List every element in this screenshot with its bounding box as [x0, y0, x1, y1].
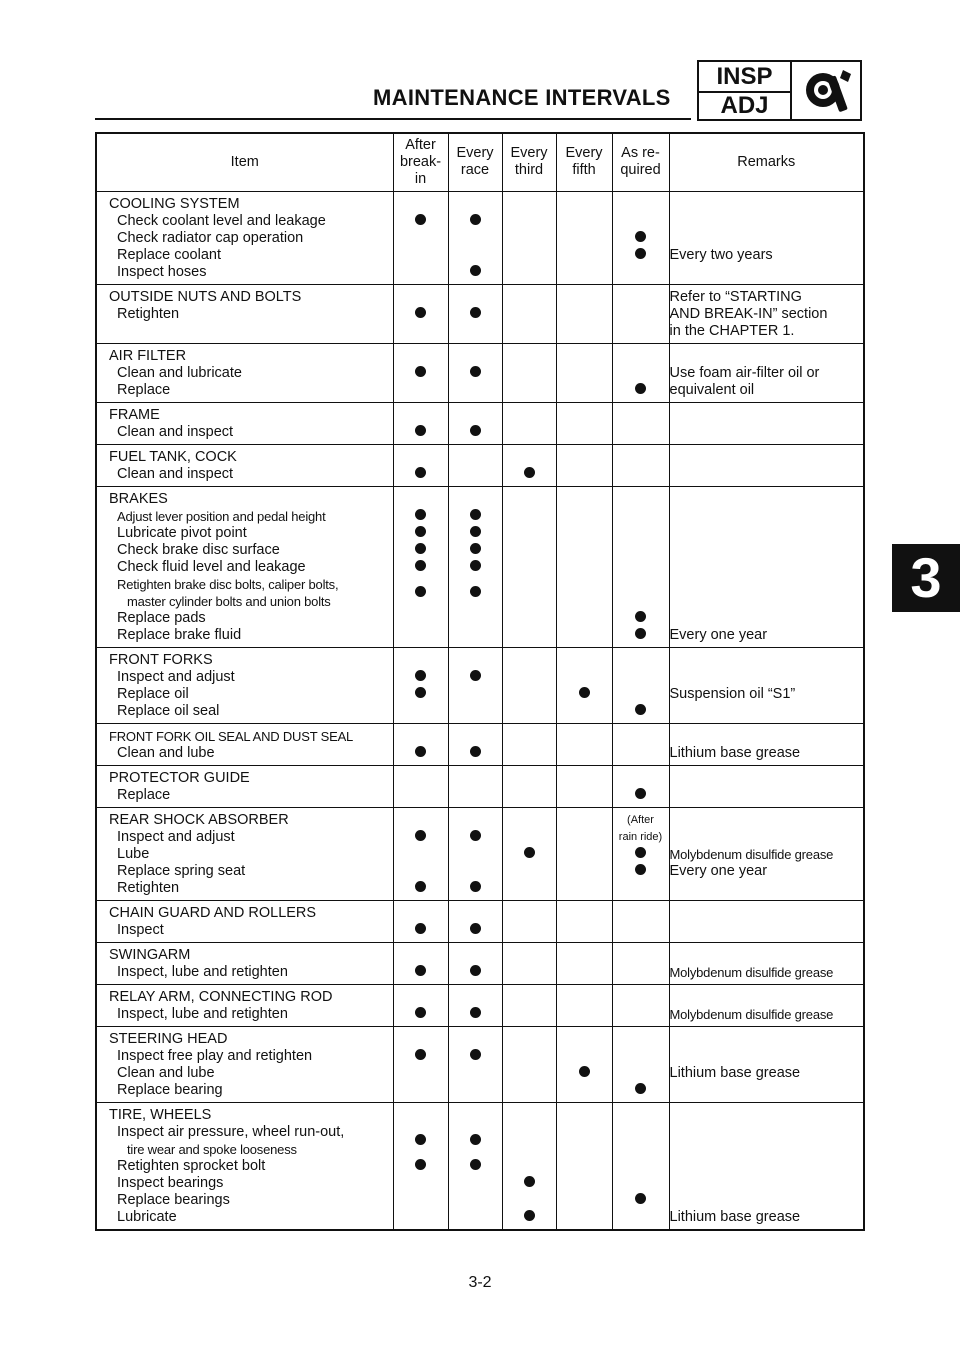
- interval-cell-asreq: [612, 1026, 669, 1102]
- item-cell: [96, 486, 393, 647]
- interval-cell-after: [393, 723, 448, 765]
- item-label: Check coolant level and leakage: [117, 212, 326, 229]
- header-every-race: Every race: [448, 133, 502, 191]
- interval-cell-race: [448, 444, 502, 486]
- header-every-fifth: Every fifth: [556, 133, 612, 191]
- remark-text: Molybdenum disulfide grease: [669, 846, 834, 862]
- page-title: MAINTENANCE INTERVALS: [373, 85, 671, 110]
- interval-mark: [524, 1176, 535, 1187]
- table-section: [96, 984, 864, 1026]
- item-label: Retighten: [117, 305, 180, 322]
- interval-cell-fifth: [556, 807, 612, 900]
- interval-mark: [579, 1066, 590, 1077]
- interval-mark: [415, 670, 426, 681]
- table-section: [96, 765, 864, 807]
- interval-cell-fifth: [556, 984, 612, 1026]
- item-cell: [96, 343, 393, 402]
- interval-mark: [524, 1210, 535, 1221]
- interval-mark: [635, 1193, 646, 1204]
- interval-mark: [470, 1159, 481, 1170]
- interval-mark: [635, 231, 646, 242]
- table-header-row: [96, 133, 864, 191]
- interval-mark: [470, 1134, 481, 1145]
- remarks-cell: [669, 647, 864, 723]
- interval-cell-fifth: [556, 765, 612, 807]
- item-label-continued: master cylinder bolts and union bolts: [127, 593, 331, 609]
- item-cell: [96, 807, 393, 900]
- interval-cell-fifth: [556, 900, 612, 942]
- item-label: Replace: [117, 381, 171, 398]
- interval-cell-fifth: [556, 191, 612, 284]
- header-after-break-in: After break- in: [393, 133, 448, 191]
- item-cell: [96, 1102, 393, 1230]
- interval-mark: [470, 923, 481, 934]
- header-as-required: As re- quired: [612, 133, 669, 191]
- section-heading: BRAKES: [109, 490, 168, 507]
- remark-text: AND BREAK-IN” section: [669, 305, 828, 322]
- remark-text: Every two years: [669, 246, 773, 263]
- interval-mark: [470, 1007, 481, 1018]
- asreq-note: (After: [627, 813, 654, 826]
- interval-mark: [415, 1159, 426, 1170]
- interval-mark: [470, 214, 481, 225]
- remarks-cell: [669, 1026, 864, 1102]
- interval-cell-asreq: [612, 402, 669, 444]
- interval-cell-asreq: [612, 723, 669, 765]
- item-label: Inspect bearings: [117, 1174, 224, 1191]
- section-heading: TIRE, WHEELS: [109, 1106, 212, 1123]
- section-heading: REAR SHOCK ABSORBER: [109, 811, 289, 828]
- remarks-cell: [669, 191, 864, 284]
- remarks-cell: [669, 343, 864, 402]
- interval-cell-after: [393, 402, 448, 444]
- section-heading: FUEL TANK, COCK: [109, 448, 237, 465]
- interval-cell-after: [393, 284, 448, 343]
- interval-mark: [635, 383, 646, 394]
- interval-cell-race: [448, 284, 502, 343]
- interval-mark: [470, 560, 481, 571]
- table-section: [96, 1102, 864, 1230]
- item-label: Inspect air pressure, wheel run-out,: [117, 1123, 345, 1140]
- interval-mark: [470, 543, 481, 554]
- header-remarks: Remarks: [669, 133, 864, 191]
- item-cell: [96, 284, 393, 343]
- interval-cell-third: [502, 402, 556, 444]
- interval-cell-asreq: [612, 942, 669, 984]
- interval-mark: [635, 704, 646, 715]
- interval-cell-third: [502, 942, 556, 984]
- item-cell: [96, 723, 393, 765]
- wrench-inspect-icon: [799, 66, 857, 118]
- item-cell: [96, 765, 393, 807]
- header-item: Item: [96, 133, 393, 191]
- item-label: Inspect, lube and retighten: [117, 963, 288, 980]
- item-cell: [96, 900, 393, 942]
- interval-cell-after: [393, 942, 448, 984]
- remark-text: Suspension oil “S1”: [669, 685, 796, 702]
- remark-text: Every one year: [669, 626, 768, 643]
- interval-cell-third: [502, 1102, 556, 1230]
- interval-mark: [415, 881, 426, 892]
- item-cell: [96, 444, 393, 486]
- item-label: Retighten sprocket bolt: [117, 1157, 266, 1174]
- item-label: Retighten: [117, 879, 180, 896]
- remark-text: Every one year: [669, 862, 768, 879]
- interval-mark: [635, 864, 646, 875]
- item-label: Replace oil seal: [117, 702, 220, 719]
- table-section: [96, 444, 864, 486]
- interval-mark: [415, 746, 426, 757]
- item-label: Inspect free play and retighten: [117, 1047, 313, 1064]
- item-label: Clean and lubricate: [117, 364, 242, 381]
- interval-cell-asreq: [612, 984, 669, 1026]
- interval-cell-after: [393, 807, 448, 900]
- interval-mark: [415, 1134, 426, 1145]
- interval-cell-third: [502, 984, 556, 1026]
- item-label: Replace spring seat: [117, 862, 246, 879]
- interval-mark: [470, 265, 481, 276]
- interval-cell-race: [448, 1102, 502, 1230]
- remark-text: equivalent oil: [669, 381, 755, 398]
- interval-cell-asreq: [612, 343, 669, 402]
- item-cell: [96, 942, 393, 984]
- section-heading: CHAIN GUARD AND ROLLERS: [109, 904, 317, 921]
- interval-mark: [470, 366, 481, 377]
- table-section: [96, 284, 864, 343]
- page-number: 3-2: [468, 1274, 492, 1291]
- item-label: Check radiator cap operation: [117, 229, 304, 246]
- interval-cell-after: [393, 343, 448, 402]
- interval-cell-after: [393, 444, 448, 486]
- interval-cell-third: [502, 1026, 556, 1102]
- interval-mark: [470, 586, 481, 597]
- item-cell: [96, 1026, 393, 1102]
- interval-cell-race: [448, 191, 502, 284]
- table-section: [96, 900, 864, 942]
- interval-mark: [635, 628, 646, 639]
- interval-cell-fifth: [556, 444, 612, 486]
- interval-cell-race: [448, 807, 502, 900]
- badge-insp-label: INSP: [716, 63, 773, 90]
- interval-cell-third: [502, 807, 556, 900]
- interval-cell-after: [393, 486, 448, 647]
- interval-mark: [415, 687, 426, 698]
- item-label: Replace oil: [117, 685, 189, 702]
- section-heading: RELAY ARM, CONNECTING ROD: [109, 988, 333, 1005]
- interval-mark: [415, 467, 426, 478]
- item-label: Inspect and adjust: [117, 828, 235, 845]
- interval-cell-asreq: [612, 807, 669, 900]
- interval-cell-race: [448, 942, 502, 984]
- interval-mark: [470, 425, 481, 436]
- item-label: Replace pads: [117, 609, 206, 626]
- table-section: [96, 191, 864, 284]
- interval-cell-third: [502, 900, 556, 942]
- section-heading: FRAME: [109, 406, 160, 423]
- interval-mark: [415, 560, 426, 571]
- table-section: [96, 942, 864, 984]
- remark-text: Molybdenum disulfide grease: [669, 1006, 834, 1022]
- interval-mark: [635, 1083, 646, 1094]
- interval-mark: [415, 526, 426, 537]
- interval-mark: [470, 965, 481, 976]
- interval-cell-asreq: [612, 1102, 669, 1230]
- remark-text: Refer to “STARTING: [669, 288, 802, 305]
- item-cell: [96, 191, 393, 284]
- interval-cell-after: [393, 984, 448, 1026]
- section-heading: AIR FILTER: [109, 347, 187, 364]
- interval-cell-asreq: [612, 191, 669, 284]
- interval-cell-asreq: [612, 765, 669, 807]
- item-label: Clean and inspect: [117, 465, 234, 482]
- item-label: Inspect: [117, 921, 164, 938]
- item-label: Adjust lever position and pedal height: [117, 508, 326, 524]
- interval-mark: [415, 1049, 426, 1060]
- interval-cell-asreq: [612, 284, 669, 343]
- interval-mark: [524, 847, 535, 858]
- interval-mark: [470, 670, 481, 681]
- interval-mark: [635, 611, 646, 622]
- header-every-third: Every third: [502, 133, 556, 191]
- remarks-cell: [669, 444, 864, 486]
- badge-divider-vertical: [790, 62, 792, 119]
- item-label: Lubricate pivot point: [117, 524, 247, 541]
- interval-cell-after: [393, 191, 448, 284]
- item-label: Inspect, lube and retighten: [117, 1005, 288, 1022]
- interval-mark: [415, 830, 426, 841]
- table-section: [96, 647, 864, 723]
- interval-mark: [415, 425, 426, 436]
- item-label: Lubricate: [117, 1208, 177, 1225]
- item-label: Check fluid level and leakage: [117, 558, 306, 575]
- remarks-cell: [669, 765, 864, 807]
- section-heading: PROTECTOR GUIDE: [109, 769, 250, 786]
- section-heading: FRONT FORK OIL SEAL AND DUST SEAL: [109, 728, 354, 744]
- interval-cell-fifth: [556, 402, 612, 444]
- interval-cell-after: [393, 765, 448, 807]
- item-label: Clean and lube: [117, 1064, 215, 1081]
- interval-mark: [470, 307, 481, 318]
- badge-adj-label: ADJ: [720, 92, 769, 119]
- maintenance-table: [95, 132, 865, 1231]
- remarks-cell: [669, 807, 864, 900]
- remark-text: in the CHAPTER 1.: [669, 322, 795, 339]
- item-label-continued: tire wear and spoke looseness: [127, 1141, 297, 1157]
- interval-cell-fifth: [556, 343, 612, 402]
- interval-mark: [635, 248, 646, 259]
- remark-text: Lithium base grease: [669, 744, 801, 761]
- item-label: Inspect and adjust: [117, 668, 235, 685]
- interval-cell-after: [393, 1102, 448, 1230]
- section-heading: SWINGARM: [109, 946, 191, 963]
- item-cell: [96, 984, 393, 1026]
- remarks-cell: [669, 402, 864, 444]
- remark-text: Lithium base grease: [669, 1064, 801, 1081]
- remarks-cell: [669, 984, 864, 1026]
- interval-cell-fifth: [556, 486, 612, 647]
- interval-mark: [415, 214, 426, 225]
- interval-cell-asreq: [612, 486, 669, 647]
- interval-cell-race: [448, 343, 502, 402]
- section-heading: STEERING HEAD: [109, 1030, 228, 1047]
- interval-mark: [415, 923, 426, 934]
- item-label: Lube: [117, 845, 150, 862]
- interval-mark: [415, 509, 426, 520]
- interval-cell-asreq: [612, 444, 669, 486]
- interval-cell-race: [448, 900, 502, 942]
- table-section: [96, 723, 864, 765]
- interval-mark: [470, 1049, 481, 1060]
- interval-mark: [635, 847, 646, 858]
- interval-mark: [470, 830, 481, 841]
- interval-mark: [470, 509, 481, 520]
- remarks-cell: [669, 900, 864, 942]
- remarks-cell: [669, 284, 864, 343]
- interval-mark: [415, 1007, 426, 1018]
- interval-cell-race: [448, 486, 502, 647]
- table-section: [96, 807, 864, 900]
- remark-text: Lithium base grease: [669, 1208, 801, 1225]
- interval-cell-race: [448, 984, 502, 1026]
- item-label: Retighten brake disc bolts, caliper bolts,: [117, 576, 339, 592]
- item-label: Replace bearings: [117, 1191, 230, 1208]
- interval-cell-race: [448, 723, 502, 765]
- item-label: Replace brake fluid: [117, 626, 242, 643]
- interval-cell-asreq: [612, 647, 669, 723]
- interval-cell-fifth: [556, 284, 612, 343]
- remarks-cell: [669, 723, 864, 765]
- table-section: [96, 1026, 864, 1102]
- interval-mark: [415, 965, 426, 976]
- section-heading: COOLING SYSTEM: [109, 195, 240, 212]
- interval-cell-third: [502, 765, 556, 807]
- interval-mark: [470, 746, 481, 757]
- interval-cell-fifth: [556, 647, 612, 723]
- remark-text: Use foam air-filter oil or: [669, 364, 820, 381]
- section-heading: FRONT FORKS: [109, 651, 213, 668]
- remark-text: Molybdenum disulfide grease: [669, 964, 834, 980]
- interval-mark: [579, 687, 590, 698]
- interval-cell-race: [448, 402, 502, 444]
- item-label: Check brake disc surface: [117, 541, 280, 558]
- section-heading: OUTSIDE NUTS AND BOLTS: [109, 288, 302, 305]
- table-section: [96, 402, 864, 444]
- interval-cell-fifth: [556, 723, 612, 765]
- interval-mark: [470, 526, 481, 537]
- interval-cell-fifth: [556, 942, 612, 984]
- interval-cell-third: [502, 343, 556, 402]
- interval-mark: [635, 788, 646, 799]
- interval-mark: [415, 543, 426, 554]
- item-label: Replace bearing: [117, 1081, 223, 1098]
- interval-mark: [415, 586, 426, 597]
- interval-cell-race: [448, 765, 502, 807]
- interval-mark: [415, 307, 426, 318]
- interval-cell-third: [502, 191, 556, 284]
- table-section: [96, 343, 864, 402]
- item-label: Replace: [117, 786, 171, 803]
- item-label: Inspect hoses: [117, 263, 207, 280]
- interval-cell-race: [448, 1026, 502, 1102]
- interval-cell-third: [502, 284, 556, 343]
- interval-mark: [415, 366, 426, 377]
- interval-cell-third: [502, 723, 556, 765]
- item-label: Replace coolant: [117, 246, 221, 263]
- interval-cell-fifth: [556, 1102, 612, 1230]
- interval-cell-race: [448, 647, 502, 723]
- chapter-tab: 3: [892, 544, 960, 612]
- remarks-cell: [669, 1102, 864, 1230]
- remarks-cell: [669, 486, 864, 647]
- item-label: Clean and lube: [117, 744, 215, 761]
- interval-cell-fifth: [556, 1026, 612, 1102]
- interval-cell-asreq: [612, 900, 669, 942]
- interval-cell-third: [502, 444, 556, 486]
- interval-cell-third: [502, 647, 556, 723]
- title-rule: [95, 118, 691, 120]
- interval-mark: [524, 467, 535, 478]
- table-section: [96, 486, 864, 647]
- item-label: Clean and inspect: [117, 423, 234, 440]
- insp-adj-badge: [697, 60, 862, 121]
- interval-cell-after: [393, 647, 448, 723]
- item-cell: [96, 402, 393, 444]
- remarks-cell: [669, 942, 864, 984]
- interval-cell-third: [502, 486, 556, 647]
- asreq-note: rain ride): [618, 830, 663, 843]
- interval-cell-after: [393, 900, 448, 942]
- item-cell: [96, 647, 393, 723]
- interval-mark: [470, 881, 481, 892]
- interval-cell-after: [393, 1026, 448, 1102]
